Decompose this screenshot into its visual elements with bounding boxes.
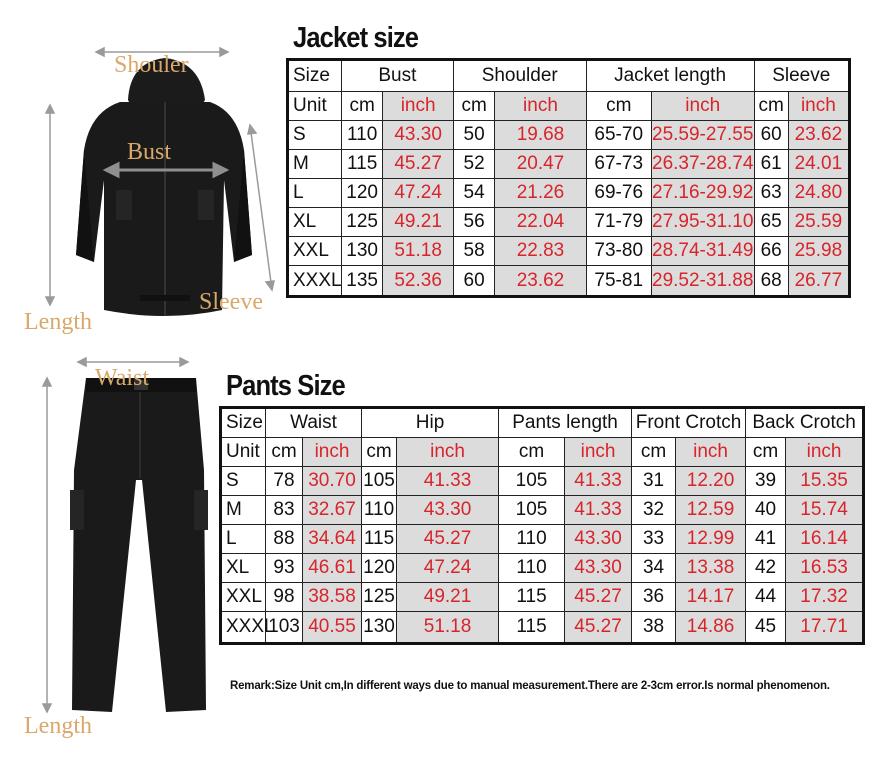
unit-cell: cm <box>499 438 565 467</box>
table-row <box>288 208 850 237</box>
unit-cell: cm <box>453 92 494 121</box>
inch-cell: 25.59-27.55 <box>651 121 754 150</box>
inch-cell: 49.21 <box>397 583 499 612</box>
cm-cell: 52 <box>453 150 494 179</box>
cm-cell: 63 <box>754 179 788 208</box>
size-cell: XL <box>288 208 342 237</box>
cm-cell: 42 <box>746 554 786 583</box>
unit-cell: inch <box>788 92 849 121</box>
remark-note: Remark:Size Unit cm,In different ways due to manual measurement.There are 2-3cm error.Is normal phenomenon. <box>230 680 830 692</box>
cm-cell: 67-73 <box>586 150 651 179</box>
jacket-shoulder-label: Shouler <box>114 52 189 78</box>
cm-cell: 103 <box>266 612 303 644</box>
pants-waist-label: Waist <box>95 365 150 391</box>
inch-cell: 30.70 <box>303 467 362 496</box>
cm-cell: 83 <box>266 496 303 525</box>
inch-cell: 14.17 <box>676 583 746 612</box>
size-cell: XXXL <box>221 612 266 644</box>
inch-cell: 25.59 <box>788 208 849 237</box>
cm-cell: 65 <box>754 208 788 237</box>
unit-cell: cm <box>586 92 651 121</box>
jacket-sleeve-label: Sleeve <box>199 289 263 315</box>
cm-cell: 135 <box>341 266 382 297</box>
size-cell: L <box>221 525 266 554</box>
cm-cell: 88 <box>266 525 303 554</box>
size-cell: M <box>221 496 266 525</box>
table-row <box>288 266 850 297</box>
header-cell: Waist <box>266 408 362 438</box>
cm-cell: 125 <box>341 208 382 237</box>
inch-cell: 41.33 <box>565 467 632 496</box>
jacket-length-label: Length <box>24 309 92 335</box>
cm-cell: 130 <box>341 237 382 266</box>
inch-cell: 17.32 <box>786 583 864 612</box>
cm-cell: 93 <box>266 554 303 583</box>
cm-cell: 105 <box>499 496 565 525</box>
inch-cell: 47.24 <box>383 179 454 208</box>
cm-cell: 65-70 <box>586 121 651 150</box>
inch-cell: 25.98 <box>788 237 849 266</box>
header-cell: Hip <box>362 408 499 438</box>
unit-cell: cm <box>362 438 397 467</box>
inch-cell: 51.18 <box>383 237 454 266</box>
inch-cell: 16.14 <box>786 525 864 554</box>
inch-cell: 16.53 <box>786 554 864 583</box>
unit-cell: cm <box>754 92 788 121</box>
unit-cell: cm <box>632 438 676 467</box>
pants-size-title: Pants Size <box>226 370 345 402</box>
size-cell: XXL <box>221 583 266 612</box>
inch-cell: 45.27 <box>397 525 499 554</box>
size-cell: XXXL <box>288 266 342 297</box>
jacket-unit-row <box>288 92 850 121</box>
inch-cell: 41.33 <box>397 467 499 496</box>
unit-cell: inch <box>495 92 586 121</box>
inch-cell: 45.27 <box>383 150 454 179</box>
cm-cell: 40 <box>746 496 786 525</box>
table-row <box>221 467 864 496</box>
header-cell: Size <box>221 408 266 438</box>
jacket-bust-label: Bust <box>127 139 172 165</box>
table-row <box>288 150 850 179</box>
cm-cell: 110 <box>341 121 382 150</box>
cm-cell: 69-76 <box>586 179 651 208</box>
header-cell: Jacket length <box>586 60 754 92</box>
inch-cell: 51.18 <box>397 612 499 644</box>
unit-cell: cm <box>341 92 382 121</box>
cm-cell: 32 <box>632 496 676 525</box>
cm-cell: 50 <box>453 121 494 150</box>
cm-cell: 125 <box>362 583 397 612</box>
cm-cell: 41 <box>746 525 786 554</box>
inch-cell: 46.61 <box>303 554 362 583</box>
cm-cell: 98 <box>266 583 303 612</box>
inch-cell: 28.74-31.49 <box>651 237 754 266</box>
unit-cell: cm <box>266 438 303 467</box>
cm-cell: 31 <box>632 467 676 496</box>
inch-cell: 52.36 <box>383 266 454 297</box>
jacket-header-row <box>288 60 850 92</box>
cm-cell: 71-79 <box>586 208 651 237</box>
cm-cell: 66 <box>754 237 788 266</box>
inch-cell: 26.37-28.74 <box>651 150 754 179</box>
pants-illustration <box>0 350 230 760</box>
inch-cell: 45.27 <box>565 612 632 644</box>
cm-cell: 115 <box>499 583 565 612</box>
inch-cell: 14.86 <box>676 612 746 644</box>
inch-cell: 32.67 <box>303 496 362 525</box>
cm-cell: 34 <box>632 554 676 583</box>
cm-cell: 44 <box>746 583 786 612</box>
inch-cell: 12.59 <box>676 496 746 525</box>
cm-cell: 58 <box>453 237 494 266</box>
pants-size-table <box>219 406 865 645</box>
inch-cell: 15.35 <box>786 467 864 496</box>
inch-cell: 23.62 <box>788 121 849 150</box>
header-cell: Size <box>288 60 342 92</box>
cm-cell: 115 <box>499 612 565 644</box>
table-row <box>288 121 850 150</box>
size-cell: L <box>288 179 342 208</box>
inch-cell: 24.01 <box>788 150 849 179</box>
inch-cell: 41.33 <box>565 496 632 525</box>
unit-cell: Unit <box>288 92 342 121</box>
table-row <box>221 525 864 554</box>
cm-cell: 56 <box>453 208 494 237</box>
cm-cell: 68 <box>754 266 788 297</box>
inch-cell: 17.71 <box>786 612 864 644</box>
cm-cell: 39 <box>746 467 786 496</box>
inch-cell: 27.95-31.10 <box>651 208 754 237</box>
inch-cell: 15.74 <box>786 496 864 525</box>
cm-cell: 110 <box>362 496 397 525</box>
cm-cell: 60 <box>453 266 494 297</box>
inch-cell: 22.04 <box>495 208 586 237</box>
unit-cell: cm <box>746 438 786 467</box>
cm-cell: 33 <box>632 525 676 554</box>
pants-length-label: Length <box>24 713 92 739</box>
unit-cell: inch <box>397 438 499 467</box>
inch-cell: 23.62 <box>495 266 586 297</box>
jacket-size-title: Jacket size <box>293 22 419 54</box>
table-row <box>288 237 850 266</box>
inch-cell: 21.26 <box>495 179 586 208</box>
unit-cell: Unit <box>221 438 266 467</box>
inch-cell: 47.24 <box>397 554 499 583</box>
cm-cell: 130 <box>362 612 397 644</box>
cm-cell: 110 <box>499 525 565 554</box>
header-cell: Bust <box>341 60 453 92</box>
header-cell: Back Crotch <box>746 408 864 438</box>
header-cell: Sleeve <box>754 60 849 92</box>
inch-cell: 24.80 <box>788 179 849 208</box>
cm-cell: 60 <box>754 121 788 150</box>
inch-cell: 22.83 <box>495 237 586 266</box>
header-cell: Shoulder <box>453 60 586 92</box>
table-row <box>221 554 864 583</box>
inch-cell: 38.58 <box>303 583 362 612</box>
inch-cell: 45.27 <box>565 583 632 612</box>
inch-cell: 13.38 <box>676 554 746 583</box>
table-row <box>288 179 850 208</box>
cm-cell: 105 <box>362 467 397 496</box>
cm-cell: 38 <box>632 612 676 644</box>
inch-cell: 20.47 <box>495 150 586 179</box>
inch-cell: 29.52-31.88 <box>651 266 754 297</box>
inch-cell: 40.55 <box>303 612 362 644</box>
pants-header-row <box>221 408 864 438</box>
cm-cell: 54 <box>453 179 494 208</box>
size-cell: S <box>288 121 342 150</box>
unit-cell: inch <box>303 438 362 467</box>
inch-cell: 43.30 <box>383 121 454 150</box>
header-cell: Front Crotch <box>632 408 746 438</box>
inch-cell: 12.20 <box>676 467 746 496</box>
cm-cell: 110 <box>499 554 565 583</box>
unit-cell: inch <box>651 92 754 121</box>
inch-cell: 49.21 <box>383 208 454 237</box>
size-cell: M <box>288 150 342 179</box>
cm-cell: 78 <box>266 467 303 496</box>
inch-cell: 27.16-29.92 <box>651 179 754 208</box>
cm-cell: 36 <box>632 583 676 612</box>
cm-cell: 73-80 <box>586 237 651 266</box>
cm-cell: 120 <box>341 179 382 208</box>
cm-cell: 61 <box>754 150 788 179</box>
header-cell: Pants length <box>499 408 632 438</box>
unit-cell: inch <box>676 438 746 467</box>
table-row <box>221 583 864 612</box>
pants-unit-row <box>221 438 864 467</box>
inch-cell: 43.30 <box>397 496 499 525</box>
cm-cell: 115 <box>341 150 382 179</box>
cm-cell: 105 <box>499 467 565 496</box>
inch-cell: 34.64 <box>303 525 362 554</box>
unit-cell: inch <box>565 438 632 467</box>
jacket-size-table <box>286 58 851 298</box>
inch-cell: 43.30 <box>565 554 632 583</box>
cm-cell: 120 <box>362 554 397 583</box>
unit-cell: inch <box>786 438 864 467</box>
table-row <box>221 612 864 644</box>
inch-cell: 43.30 <box>565 525 632 554</box>
table-row <box>221 496 864 525</box>
cm-cell: 45 <box>746 612 786 644</box>
cm-cell: 75-81 <box>586 266 651 297</box>
size-cell: S <box>221 467 266 496</box>
cm-cell: 115 <box>362 525 397 554</box>
inch-cell: 19.68 <box>495 121 586 150</box>
inch-cell: 12.99 <box>676 525 746 554</box>
inch-cell: 26.77 <box>788 266 849 297</box>
unit-cell: inch <box>383 92 454 121</box>
size-cell: XXL <box>288 237 342 266</box>
size-cell: XL <box>221 554 266 583</box>
